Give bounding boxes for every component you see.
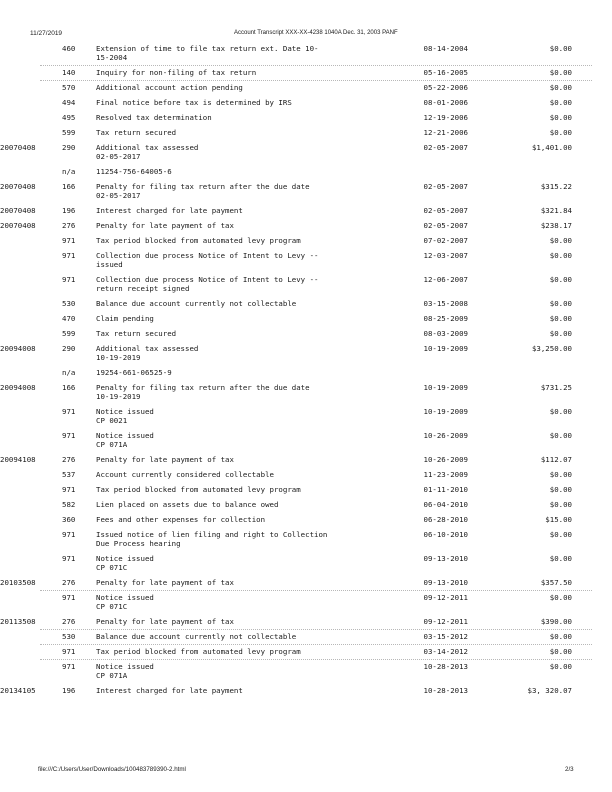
table-row: [0, 407, 612, 431]
transaction-description: Tax period blocked from automated levy program: [96, 485, 301, 494]
transaction-code: 971: [62, 530, 76, 539]
transaction-code: 530: [62, 632, 76, 641]
page-number: 2/3: [565, 766, 574, 773]
transaction-description: Issued notice of lien filing and right to Collection Due Process hearing: [96, 530, 328, 548]
transaction-description: Account currently considered collectable: [96, 470, 274, 479]
table-row: [0, 182, 612, 206]
transaction-date: 09-13-2010: [423, 554, 468, 563]
transaction-code: 290: [62, 344, 76, 353]
transaction-code: 971: [62, 431, 76, 440]
transaction-date: 02-05-2007: [423, 206, 468, 215]
transaction-code: 971: [62, 236, 76, 245]
table-row: [0, 431, 612, 455]
transaction-code: 599: [62, 128, 76, 137]
transaction-amount: $0.00: [549, 98, 572, 107]
transaction-code: 599: [62, 329, 76, 338]
table-row: [0, 344, 612, 368]
transaction-description: Tax period blocked from automated levy program: [96, 647, 301, 656]
table-row: [0, 662, 612, 686]
transaction-amount: $0.00: [549, 662, 572, 671]
transaction-amount: $0.00: [549, 647, 572, 656]
transaction-date: 06-04-2010: [423, 500, 468, 509]
transaction-amount: $0.00: [549, 236, 572, 245]
cycle-number: 20070408: [0, 182, 36, 191]
transaction-date: 09-12-2011: [423, 593, 468, 602]
table-row: [0, 167, 612, 182]
table-row: [0, 593, 612, 617]
table-row: [0, 251, 612, 275]
transaction-amount: $0.00: [549, 128, 572, 137]
cycle-number: 20094108: [0, 455, 36, 464]
table-row: [0, 632, 612, 647]
transaction-description: Claim pending: [96, 314, 154, 323]
transaction-code: 360: [62, 515, 76, 524]
transaction-code: 570: [62, 83, 76, 92]
transaction-date: 10-19-2009: [423, 407, 468, 416]
transaction-date: 10-19-2009: [423, 344, 468, 353]
cycle-number: 20103508: [0, 578, 36, 587]
transaction-amount: $357.50: [540, 578, 572, 587]
transaction-description: Lien placed on assets due to balance owed: [96, 500, 279, 509]
header-date: 11/27/2019: [30, 30, 63, 37]
transaction-code: 276: [62, 455, 76, 464]
transaction-amount: $238.17: [540, 221, 572, 230]
transaction-amount: $3,250.00: [531, 344, 572, 353]
transaction-amount: $0.00: [549, 431, 572, 440]
table-row: [0, 113, 612, 128]
table-row: [0, 578, 612, 593]
transaction-date: 02-05-2007: [423, 182, 468, 191]
transaction-amount: $0.00: [549, 275, 572, 284]
transaction-code: n/a: [62, 368, 76, 377]
transaction-amount: $0.00: [549, 470, 572, 479]
transaction-amount: $0.00: [549, 314, 572, 323]
transaction-description: Collection due process Notice of Intent to Levy -- issued: [96, 251, 319, 269]
transaction-amount: $0.00: [549, 299, 572, 308]
transaction-date: 03-15-2008: [423, 299, 468, 308]
transaction-code: 140: [62, 68, 76, 77]
footer-file-path: file:///C:/Users/User/Downloads/100483789390-2.html: [38, 766, 186, 773]
transaction-code: 276: [62, 221, 76, 230]
transaction-description: Penalty for late payment of tax: [96, 617, 234, 626]
transaction-code: 290: [62, 143, 76, 152]
transaction-amount: $390.00: [540, 617, 572, 626]
table-row: [0, 686, 612, 701]
table-row: [0, 530, 612, 554]
transaction-description: Inquiry for non-filing of tax return: [96, 68, 257, 77]
transaction-description: Penalty for late payment of tax: [96, 455, 234, 464]
transcript-title: Account Transcript XXX-XX-4238 1040A Dec. 31, 2003 PANF: [234, 30, 398, 36]
transaction-amount: $0.00: [549, 329, 572, 338]
transaction-code: 530: [62, 299, 76, 308]
table-row: [0, 83, 612, 98]
transaction-description: Extension of time to file tax return ext. Date 10- 15-2004: [96, 44, 319, 62]
transaction-description: Notice issued CP 071C: [96, 593, 154, 611]
transaction-date: 01-11-2010: [423, 485, 468, 494]
transaction-code: 196: [62, 686, 76, 695]
table-row: [0, 329, 612, 344]
transaction-code: 971: [62, 251, 76, 260]
transaction-amount: $0.00: [549, 632, 572, 641]
transaction-date: 08-14-2004: [423, 44, 468, 53]
table-row: [0, 383, 612, 407]
transaction-description: Additional account action pending: [96, 83, 243, 92]
table-row: [0, 44, 612, 68]
transaction-amount: $0.00: [549, 554, 572, 563]
table-row: [0, 299, 612, 314]
transaction-code: 971: [62, 593, 76, 602]
transaction-code: 582: [62, 500, 76, 509]
transaction-date: 08-03-2009: [423, 329, 468, 338]
transaction-date: 05-22-2006: [423, 83, 468, 92]
transaction-date: 12-06-2007: [423, 275, 468, 284]
cycle-number: 20070408: [0, 143, 36, 152]
transaction-code: 460: [62, 44, 76, 53]
transaction-description: Tax return secured: [96, 329, 177, 338]
transaction-amount: $0.00: [549, 68, 572, 77]
table-row: [0, 236, 612, 251]
transaction-description: Additional tax assessed 02-05-2017: [96, 143, 199, 161]
transaction-date: 06-28-2010: [423, 515, 468, 524]
table-row: [0, 68, 612, 83]
transaction-date: 10-28-2013: [423, 662, 468, 671]
transaction-description: Balance due account currently not collectable: [96, 632, 297, 641]
transaction-description: Tax period blocked from automated levy program: [96, 236, 301, 245]
transaction-date: 10-26-2009: [423, 455, 468, 464]
transaction-date: 02-05-2007: [423, 221, 468, 230]
transaction-description: Penalty for late payment of tax: [96, 578, 234, 587]
transaction-code: 537: [62, 470, 76, 479]
transaction-description: Notice issued CP 071C: [96, 554, 154, 572]
transaction-date: 11-23-2009: [423, 470, 468, 479]
transaction-amount: $315.22: [540, 182, 572, 191]
transaction-date: 06-10-2010: [423, 530, 468, 539]
table-row: [0, 128, 612, 143]
transaction-description: Resolved tax determination: [96, 113, 212, 122]
transaction-amount: $731.25: [540, 383, 572, 392]
transaction-description: 11254-756-64005-6: [96, 167, 172, 176]
transaction-date: 10-28-2013: [423, 686, 468, 695]
transaction-amount: $0.00: [549, 407, 572, 416]
table-row: [0, 470, 612, 485]
transaction-date: 08-25-2009: [423, 314, 468, 323]
transaction-code: 971: [62, 662, 76, 671]
transaction-date: 05-16-2005: [423, 68, 468, 77]
transaction-date: 09-13-2010: [423, 578, 468, 587]
transaction-date: 10-19-2009: [423, 383, 468, 392]
transaction-date: 03-15-2012: [423, 632, 468, 641]
transaction-code: 276: [62, 578, 76, 587]
transaction-amount: $0.00: [549, 113, 572, 122]
table-row: [0, 617, 612, 632]
transaction-date: 03-14-2012: [423, 647, 468, 656]
transaction-amount: $0.00: [549, 485, 572, 494]
transaction-description: Additional tax assessed 10-19-2019: [96, 344, 199, 362]
transaction-code: 166: [62, 383, 76, 392]
transaction-date: 10-26-2009: [423, 431, 468, 440]
transaction-amount: $112.07: [540, 455, 572, 464]
transaction-description: Notice issued CP 071A: [96, 431, 154, 449]
transaction-amount: $0.00: [549, 83, 572, 92]
transaction-description: Penalty for filing tax return after the due date 10-19-2019: [96, 383, 310, 401]
table-row: [0, 314, 612, 329]
table-row: [0, 515, 612, 530]
transaction-description: Tax return secured: [96, 128, 177, 137]
table-row: [0, 455, 612, 470]
transaction-code: 971: [62, 554, 76, 563]
transaction-amount: $15.00: [545, 515, 572, 524]
cycle-number: 20070408: [0, 221, 36, 230]
cycle-number: 20113508: [0, 617, 36, 626]
table-row: [0, 221, 612, 236]
table-row: [0, 554, 612, 578]
transaction-description: 19254-661-06525-9: [96, 368, 172, 377]
transaction-description: Penalty for late payment of tax: [96, 221, 234, 230]
transaction-code: 971: [62, 647, 76, 656]
transaction-date: 12-03-2007: [423, 251, 468, 260]
cycle-number: 20094008: [0, 344, 36, 353]
transaction-code: 276: [62, 617, 76, 626]
transaction-description: Interest charged for late payment: [96, 206, 243, 215]
transaction-description: Interest charged for late payment: [96, 686, 243, 695]
transaction-description: Notice issued CP 0021: [96, 407, 154, 425]
transaction-code: 971: [62, 485, 76, 494]
transaction-date: 07-02-2007: [423, 236, 468, 245]
table-row: [0, 500, 612, 515]
transaction-description: Balance due account currently not collectable: [96, 299, 297, 308]
transaction-code: 470: [62, 314, 76, 323]
transaction-description: Penalty for filing tax return after the due date 02-05-2017: [96, 182, 310, 200]
transaction-amount: $1,401.00: [531, 143, 572, 152]
cycle-number: 20094008: [0, 383, 36, 392]
transaction-amount: $0.00: [549, 251, 572, 260]
table-row: [0, 485, 612, 500]
transaction-amount: $0.00: [549, 44, 572, 53]
table-row: [0, 368, 612, 383]
table-row: [0, 206, 612, 221]
transaction-description: Collection due process Notice of Intent to Levy -- return receipt signed: [96, 275, 319, 293]
cycle-number: 20070408: [0, 206, 36, 215]
transaction-code: 971: [62, 407, 76, 416]
transaction-amount: $0.00: [549, 593, 572, 602]
transaction-description: Fees and other expenses for collection: [96, 515, 266, 524]
transaction-date: 12-19-2006: [423, 113, 468, 122]
transaction-code: 495: [62, 113, 76, 122]
transaction-amount: $321.84: [540, 206, 572, 215]
transaction-description: Final notice before tax is determined by IRS: [96, 98, 292, 107]
transaction-code: 494: [62, 98, 76, 107]
transaction-code: 166: [62, 182, 76, 191]
table-row: [0, 647, 612, 662]
transaction-description: Notice issued CP 071A: [96, 662, 154, 680]
table-row: [0, 98, 612, 113]
transaction-table: [0, 44, 612, 701]
transaction-amount: $0.00: [549, 500, 572, 509]
transaction-amount: $0.00: [549, 530, 572, 539]
transaction-code: 971: [62, 275, 76, 284]
table-row: [0, 143, 612, 167]
table-row: [0, 275, 612, 299]
transaction-date: 09-12-2011: [423, 617, 468, 626]
transaction-code: n/a: [62, 167, 76, 176]
transaction-date: 12-21-2006: [423, 128, 468, 137]
cycle-number: 20134105: [0, 686, 36, 695]
transaction-date: 08-01-2006: [423, 98, 468, 107]
transaction-date: 02-05-2007: [423, 143, 468, 152]
transaction-code: 196: [62, 206, 76, 215]
transaction-amount: $3, 320.07: [527, 686, 572, 695]
